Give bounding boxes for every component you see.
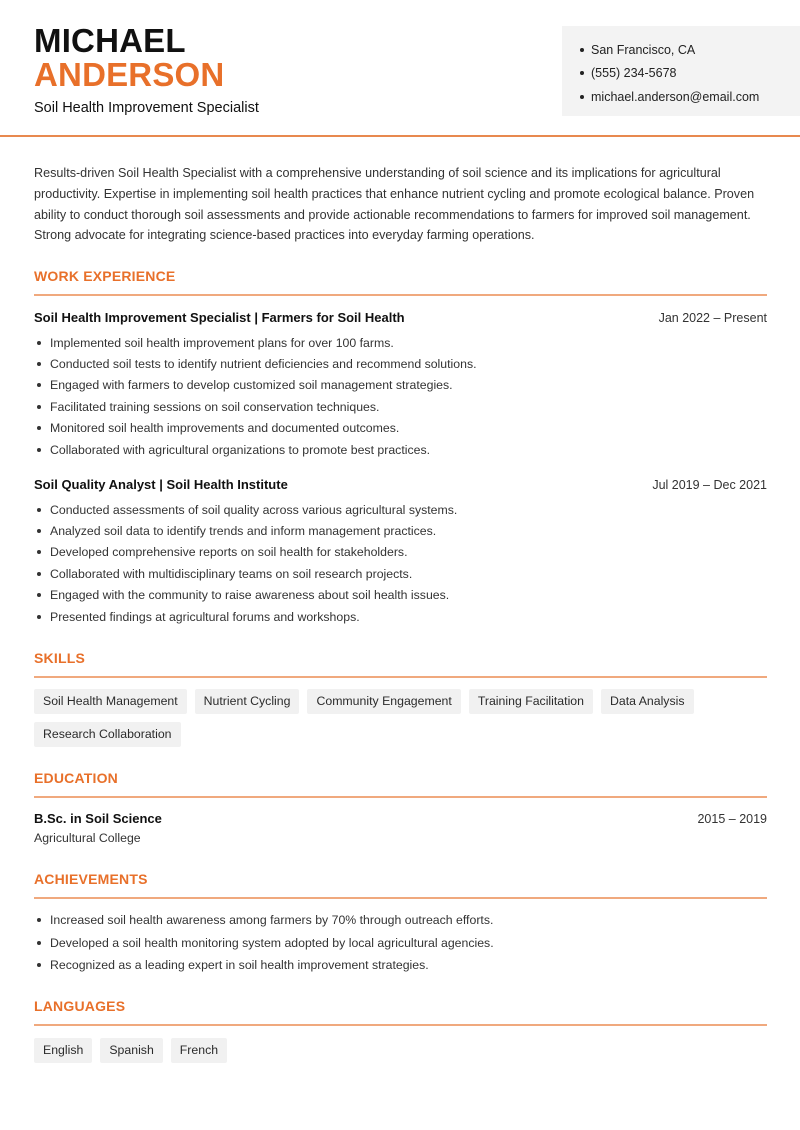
list-item: Engaged with farmers to develop customized soil management strategies.	[34, 375, 767, 396]
bullet-icon	[37, 918, 41, 922]
bullet-icon	[37, 383, 41, 387]
bullet-icon	[37, 405, 41, 409]
job-header	[34, 477, 767, 492]
skills-tags	[34, 689, 694, 747]
language-tag: Spanish	[100, 1038, 162, 1063]
list-item: Facilitated training sessions on soil conservation techniques.	[34, 396, 767, 417]
contact-email-text: michael.anderson@email.com	[591, 89, 760, 104]
bullet-icon	[37, 448, 41, 452]
bullet-icon	[580, 95, 584, 99]
contact-box	[562, 26, 800, 116]
skill-tag: Nutrient Cycling	[195, 689, 300, 714]
achievements-list	[34, 909, 767, 977]
achievements-heading: ACHIEVEMENTS	[34, 871, 148, 887]
job-dates: Jan 2022 – Present	[658, 311, 767, 325]
bullet-icon	[37, 550, 41, 554]
skill-tag: Community Engagement	[307, 689, 460, 714]
job-dates: Jul 2019 – Dec 2021	[652, 478, 767, 492]
list-item: Analyzed soil data to identify trends and inform management practices.	[34, 520, 767, 541]
bullet-icon	[37, 426, 41, 430]
resume-header	[0, 0, 800, 137]
section-divider	[34, 1024, 767, 1026]
education-degree: B.Sc. in Soil Science	[34, 811, 162, 826]
list-item: Developed comprehensive reports on soil health for stakeholders.	[34, 542, 767, 563]
last-name: ANDERSON	[34, 56, 225, 93]
bullet-icon	[580, 48, 584, 52]
job-role: Soil Quality Analyst | Soil Health Institute	[34, 477, 288, 492]
language-tag: English	[34, 1038, 92, 1063]
bullet-icon	[37, 508, 41, 512]
list-item: Implemented soil health improvement plans for over 100 farms.	[34, 332, 767, 353]
bullet-icon	[37, 362, 41, 366]
job-bullets	[34, 332, 767, 460]
languages-heading: LANGUAGES	[34, 998, 126, 1014]
skills-heading: SKILLS	[34, 650, 85, 666]
bullet-icon	[37, 615, 41, 619]
bullet-icon	[580, 71, 584, 75]
job-bullets	[34, 499, 767, 627]
skill-tag: Research Collaboration	[34, 722, 181, 747]
job-role: Soil Health Improvement Specialist | Farmers for Soil Health	[34, 310, 405, 325]
education-school: Agricultural College	[34, 831, 141, 845]
skill-tag: Data Analysis	[601, 689, 694, 714]
bullet-icon	[37, 529, 41, 533]
summary: Results-driven Soil Health Specialist with a comprehensive understanding of soil science and its implications for agricultural productivity. Expertise in implementing soil health practices that enhance nutrient cycling and promote ecological balance. Proven ability to conduct thorough soil assessments and provide actionable recommendations to farmers for improved soil management. Strong advocate for integrating science-based practices into everyday farming operations.	[34, 166, 755, 243]
languages-tags	[34, 1038, 767, 1063]
list-item: Developed a soil health monitoring system adopted by local agricultural agencies.	[34, 932, 767, 955]
section-divider	[34, 294, 767, 296]
contact-phone	[580, 62, 800, 86]
list-item: Recognized as a leading expert in soil health improvement strategies.	[34, 954, 767, 977]
bullet-icon	[37, 593, 41, 597]
list-item: Monitored soil health improvements and documented outcomes.	[34, 418, 767, 439]
contact-location-text: San Francisco, CA	[591, 42, 696, 57]
skill-tag: Training Facilitation	[469, 689, 593, 714]
contact-email	[580, 85, 800, 109]
list-item: Collaborated with agricultural organizations to promote best practices.	[34, 439, 767, 460]
bullet-icon	[37, 963, 41, 967]
list-item: Conducted soil tests to identify nutrient deficiencies and recommend solutions.	[34, 353, 767, 374]
list-item: Engaged with the community to raise awareness about soil health issues.	[34, 585, 767, 606]
contact-phone-text: (555) 234-5678	[591, 66, 677, 81]
section-divider	[34, 676, 767, 678]
list-item: Collaborated with multidisciplinary teams on soil research projects.	[34, 563, 767, 584]
bullet-icon	[37, 341, 41, 345]
job-title: Soil Health Improvement Specialist	[34, 100, 259, 116]
list-item: Conducted assessments of soil quality across various agricultural systems.	[34, 499, 767, 520]
first-name: MICHAEL	[34, 22, 186, 59]
list-item: Presented findings at agricultural forums and workshops.	[34, 606, 767, 627]
bullet-icon	[37, 572, 41, 576]
education-dates: 2015 – 2019	[697, 812, 767, 826]
education-heading: EDUCATION	[34, 770, 118, 786]
work-experience-heading: WORK EXPERIENCE	[34, 268, 176, 284]
job-header	[34, 310, 767, 325]
bullet-icon	[37, 941, 41, 945]
section-divider	[34, 897, 767, 899]
list-item: Increased soil health awareness among farmers by 70% through outreach efforts.	[34, 909, 767, 932]
skill-tag: Soil Health Management	[34, 689, 187, 714]
section-divider	[34, 796, 767, 798]
contact-location	[580, 38, 800, 62]
language-tag: French	[171, 1038, 227, 1063]
